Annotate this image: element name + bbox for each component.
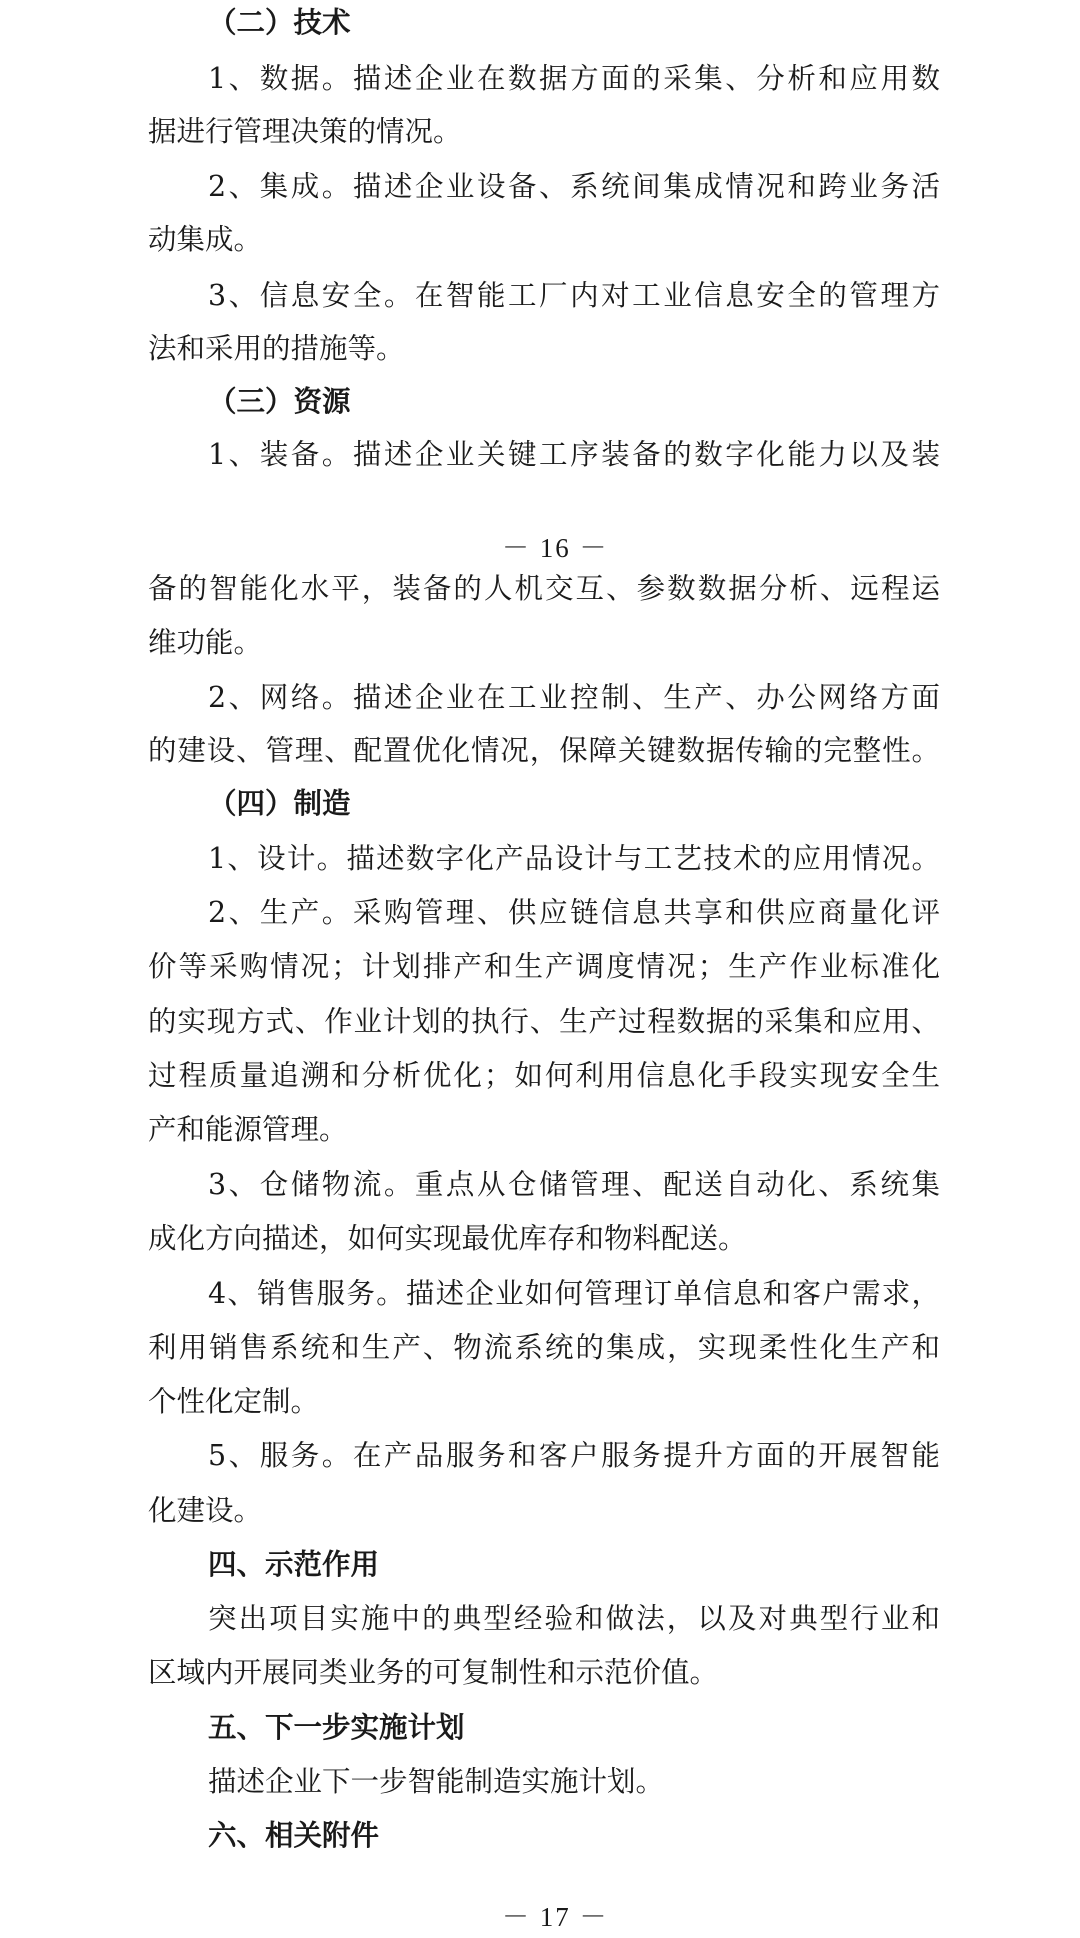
paragraph-line: 价等采购情况；计划排产和生产调度情况；生产作业标准化	[148, 950, 940, 983]
heading-next-plan: 五、下一步实施计划	[208, 1711, 465, 1744]
paragraph-line: 突出项目实施中的典型经验和做法，以及对典型行业和	[208, 1602, 940, 1635]
paragraph-line: 5、服务。在产品服务和客户服务提升方面的开展智能	[208, 1439, 940, 1472]
paragraph-line: 动集成。	[148, 223, 263, 256]
paragraph-line: 的实现方式、作业计划的执行、生产过程数据的采集和应用、	[148, 1005, 940, 1038]
paragraph-line: 3、仓储物流。重点从仓储管理、配送自动化、系统集	[208, 1168, 940, 1201]
heading-technology: （二）技术	[208, 6, 351, 39]
paragraph-line: 产和能源管理。	[148, 1113, 348, 1146]
paragraph-line: 区域内开展同类业务的可复制性和示范价值。	[148, 1656, 719, 1689]
page-number: － 17 －	[502, 1902, 609, 1932]
heading-resources: （三）资源	[208, 385, 351, 418]
paragraph-line: 1、装备。描述企业关键工序装备的数字化能力以及装	[208, 438, 940, 471]
paragraph-line: 利用销售系统和生产、物流系统的集成，实现柔性化生产和	[148, 1331, 940, 1364]
paragraph-line: 个性化定制。	[148, 1385, 320, 1418]
paragraph-line: 法和采用的措施等。	[148, 332, 405, 365]
paragraph-line: 3、信息安全。在智能工厂内对工业信息安全的管理方	[208, 279, 940, 312]
page-number: － 16 －	[502, 533, 609, 563]
paragraph-line: 据进行管理决策的情况。	[148, 115, 462, 148]
paragraph-line: 的建设、管理、配置优化情况，保障关键数据传输的完整性。	[148, 734, 940, 767]
paragraph-line: 4、销售服务。描述企业如何管理订单信息和客户需求，	[208, 1277, 940, 1310]
paragraph-line: 1、数据。描述企业在数据方面的采集、分析和应用数	[208, 62, 940, 95]
paragraph-line: 备的智能化水平，装备的人机交互、参数数据分析、远程运	[148, 572, 940, 605]
heading-demonstration: 四、示范作用	[208, 1548, 380, 1581]
paragraph-line: 1、设计。描述数字化产品设计与工艺技术的应用情况。	[208, 842, 940, 875]
paragraph-line: 成化方向描述，如何实现最优库存和物料配送。	[148, 1222, 747, 1255]
paragraph-line: 2、网络。描述企业在工业控制、生产、办公网络方面	[208, 681, 940, 714]
paragraph-line: 描述企业下一步智能制造实施计划。	[208, 1765, 665, 1798]
paragraph-line: 化建设。	[148, 1494, 263, 1527]
paragraph-line: 2、生产。采购管理、供应链信息共享和供应商量化评	[208, 896, 940, 929]
paragraph-line: 过程质量追溯和分析优化；如何利用信息化手段实现安全生	[148, 1059, 940, 1092]
heading-attachments: 六、相关附件	[208, 1819, 380, 1852]
heading-manufacturing: （四）制造	[208, 787, 351, 820]
paragraph-line: 维功能。	[148, 626, 263, 659]
paragraph-line: 2、集成。描述企业设备、系统间集成情况和跨业务活	[208, 170, 940, 203]
